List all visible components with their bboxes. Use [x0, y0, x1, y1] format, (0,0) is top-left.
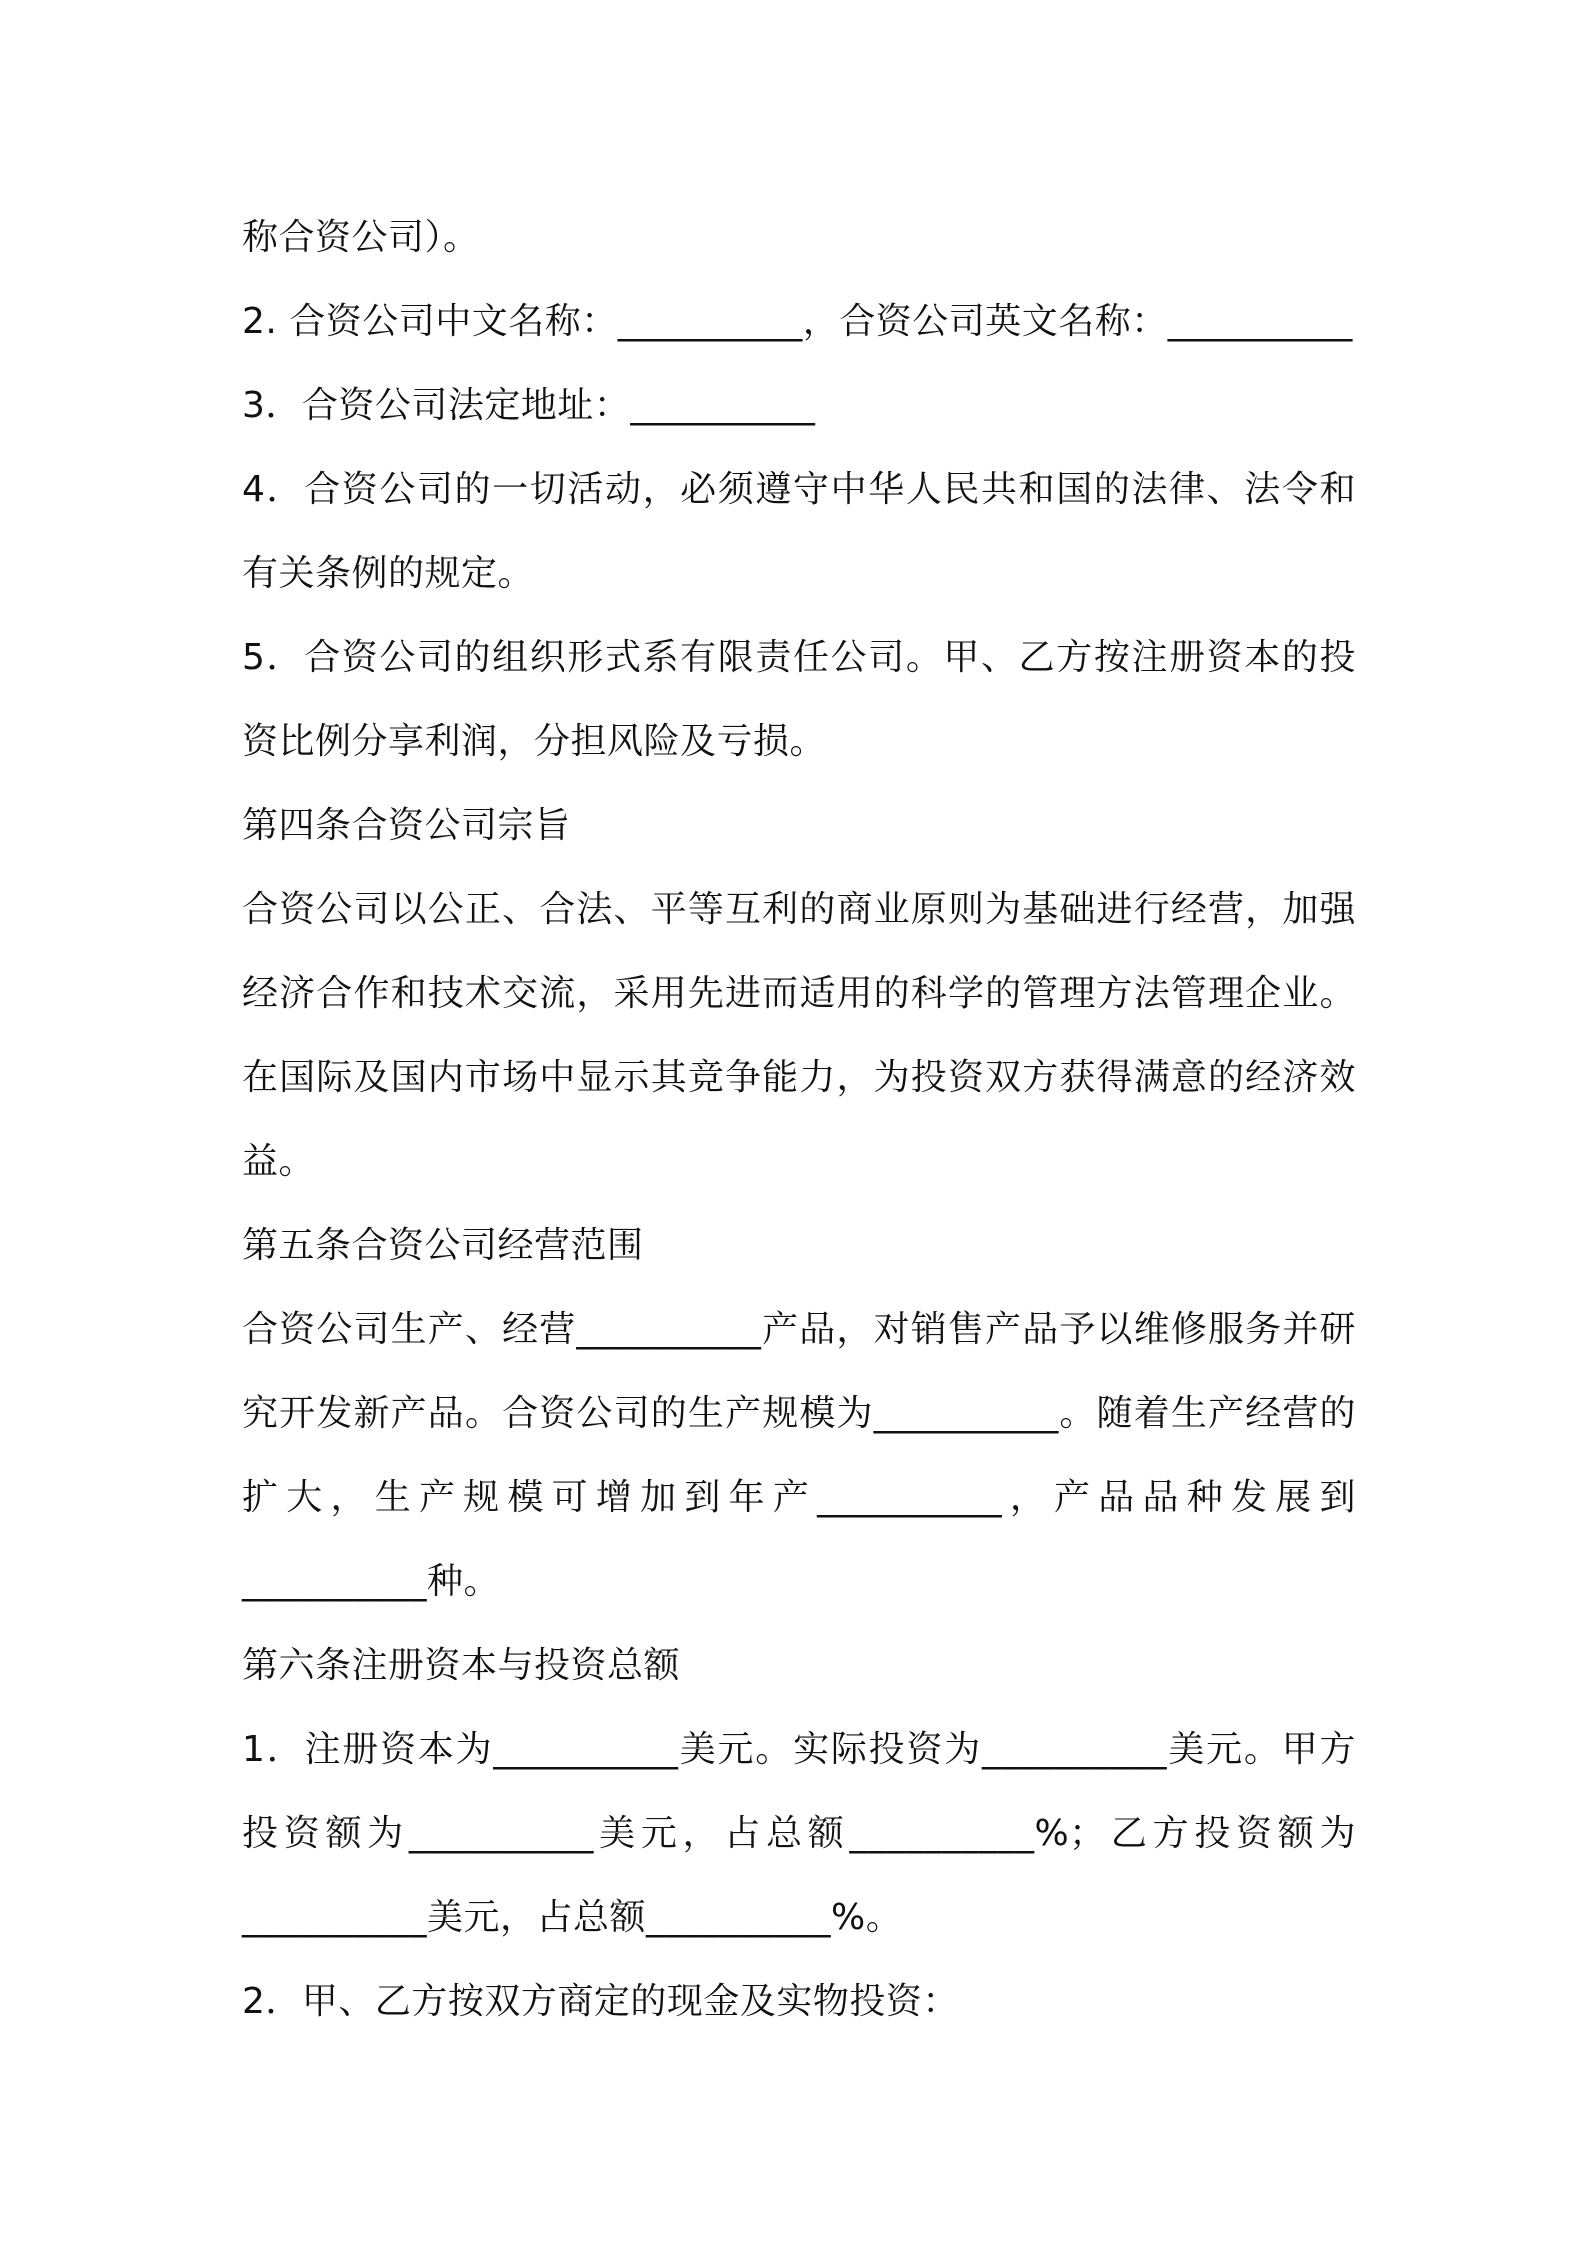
text-line: 资比例分享利润，分担风险及亏损。 — [242, 721, 827, 762]
document-page — [242, 196, 1356, 2044]
text-line: 合资公司以公正、合法、平等互利的商业原则为基础进行经营，加强 — [242, 889, 1356, 930]
text-line: 1．注册资本为__________美元。实际投资为__________美元。甲方 — [242, 1729, 1356, 1770]
text-line: 投资额为__________美元，占总额__________%；乙方投资额为 — [242, 1813, 1356, 1854]
text-line: 称合资公司）。 — [242, 217, 480, 258]
section-heading: 第四条合资公司宗旨 — [242, 805, 571, 846]
text-line: 5．合资公司的组织形式系有限责任公司。甲、乙方按注册资本的投 — [242, 637, 1356, 678]
text-line: 2．甲、乙方按双方商定的现金及实物投资： — [242, 1981, 959, 2022]
text-line: 益。 — [242, 1141, 316, 1182]
section-heading: 第五条合资公司经营范围 — [242, 1225, 644, 1266]
text-line: __________美元，占总额__________%。 — [242, 1897, 903, 1938]
text-line: 合资公司生产、经营__________产品，对销售产品予以维修服务并研 — [242, 1309, 1356, 1350]
text-line: 3．合资公司法定地址：__________ — [242, 385, 816, 426]
text-line: 4．合资公司的一切活动，必须遵守中华人民共和国的法律、法令和 — [242, 469, 1356, 510]
section-heading: 第六条注册资本与投资总额 — [242, 1645, 681, 1686]
text-line: 2. 合资公司中文名称：__________，合资公司英文名称：__________ — [242, 301, 1353, 342]
text-line: 经济合作和技术交流，采用先进而适用的科学的管理方法管理企业。 — [242, 973, 1356, 1014]
text-line: 扩大，生产规模可增加到年产__________，产品品种发展到 — [242, 1477, 1356, 1518]
text-line: __________种。 — [242, 1561, 501, 1602]
text-line: 有关条例的规定。 — [242, 553, 535, 594]
text-line: 在国际及国内市场中显示其竞争能力，为投资双方获得满意的经济效 — [242, 1057, 1356, 1098]
text-line: 究开发新产品。合资公司的生产规模为__________。随着生产经营的 — [242, 1393, 1356, 1434]
